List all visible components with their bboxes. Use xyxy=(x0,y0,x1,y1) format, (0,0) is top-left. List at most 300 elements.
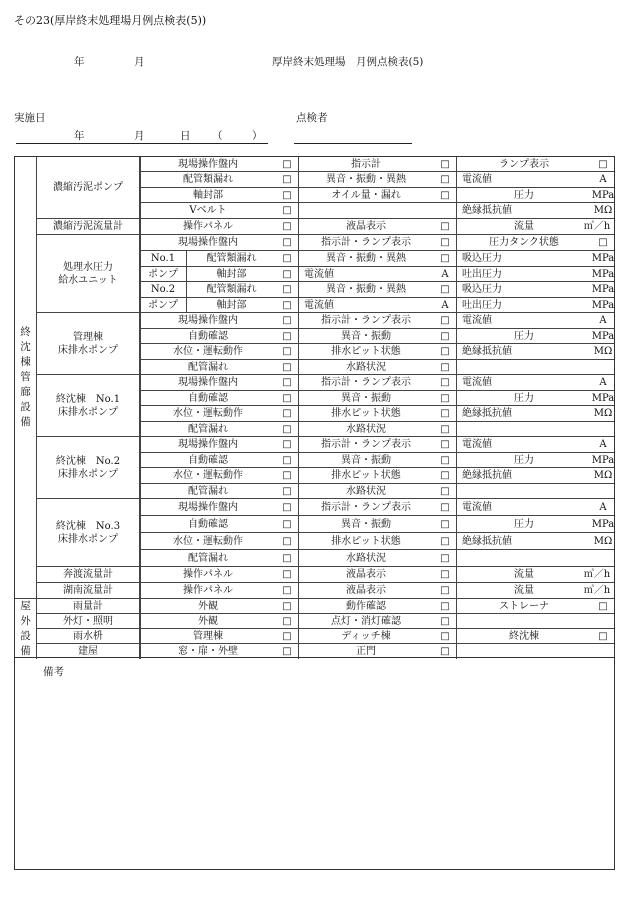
checkbox[interactable]: □ xyxy=(440,158,450,170)
item-label: 点灯・消灯確認 xyxy=(331,615,401,627)
checkbox[interactable]: □ xyxy=(440,392,450,404)
check-item xyxy=(140,614,298,629)
value-item xyxy=(298,267,456,282)
item-label: 水位・運転動作 xyxy=(173,470,243,481)
item-label: 排水ピット状態 xyxy=(331,535,401,547)
checkbox[interactable]: □ xyxy=(440,315,450,326)
unit-label: A xyxy=(599,174,607,185)
value-item xyxy=(456,267,614,282)
checkbox[interactable]: □ xyxy=(282,189,292,201)
checkbox[interactable]: □ xyxy=(440,221,450,232)
unit-label: A xyxy=(599,377,607,388)
checkbox[interactable]: □ xyxy=(440,408,450,419)
checkbox[interactable]: □ xyxy=(282,501,292,513)
item-label: 液晶表示 xyxy=(346,569,386,580)
check-item xyxy=(298,282,456,298)
remarks-label: 備考 xyxy=(43,666,64,678)
item-label: 水路状況 xyxy=(346,361,386,373)
checkbox[interactable]: □ xyxy=(440,630,450,642)
unit-label: MPa xyxy=(591,518,614,530)
check-item xyxy=(298,344,456,360)
equip-water-supply-unit xyxy=(37,235,140,313)
unit-label: MPa xyxy=(591,299,614,311)
checkbox[interactable]: □ xyxy=(282,454,292,466)
group-char: 屋 xyxy=(20,600,31,612)
equip-outdoor-lighting: 外灯・照明 xyxy=(37,614,140,629)
impl-month-label: 月 xyxy=(134,130,145,142)
checkbox[interactable]: □ xyxy=(440,423,450,435)
checkbox[interactable]: □ xyxy=(282,253,292,264)
value-item xyxy=(456,437,614,453)
blank-item xyxy=(456,422,614,437)
checkbox[interactable]: □ xyxy=(282,158,292,170)
item-label: 水位・運転動作 xyxy=(173,535,243,547)
item-label: 指示計・ランプ表示 xyxy=(321,501,411,513)
item-label: 軸封部 xyxy=(216,299,247,311)
unit-label: MΩ xyxy=(593,535,613,547)
equip-line: 床排水ポンプ xyxy=(58,406,118,418)
check-item xyxy=(456,235,614,251)
value-item xyxy=(456,516,614,533)
checkbox[interactable]: □ xyxy=(440,330,450,342)
item-label: 絶縁抵抗値 xyxy=(462,205,512,216)
checkbox[interactable]: □ xyxy=(282,299,292,311)
checkbox[interactable]: □ xyxy=(282,237,292,248)
group-char: 終 xyxy=(20,326,31,338)
check-item xyxy=(298,422,456,437)
checkbox[interactable]: □ xyxy=(282,646,292,657)
value-item xyxy=(456,344,614,360)
item-label: 液晶表示 xyxy=(346,585,386,596)
unit-label: ㎥／h xyxy=(583,569,611,580)
check-item xyxy=(140,344,298,360)
check-item xyxy=(140,550,298,567)
impl-date-underline xyxy=(16,143,268,144)
item-label: 外観 xyxy=(198,615,218,627)
checkbox[interactable]: □ xyxy=(440,552,450,564)
item-label: 絶縁抵抗値 xyxy=(462,346,512,357)
check-item xyxy=(140,157,298,172)
item-label: 指示計・ランプ表示 xyxy=(321,377,411,388)
value-item xyxy=(456,251,614,267)
checkbox[interactable]: □ xyxy=(282,585,292,596)
checkbox[interactable]: □ xyxy=(282,361,292,373)
checkbox[interactable]: □ xyxy=(440,585,450,596)
checkbox[interactable]: □ xyxy=(282,569,292,580)
value-item xyxy=(456,499,614,516)
item-label: 軸封部 xyxy=(193,189,223,201)
check-item xyxy=(140,235,298,251)
unit-label: MPa xyxy=(591,268,614,280)
item-label: Vベルト xyxy=(189,205,227,216)
check-item xyxy=(298,251,456,267)
item-label: 水路状況 xyxy=(346,423,386,435)
item-label: 異音・振動 xyxy=(341,454,391,466)
equip-line: 終沈棟 No.2 xyxy=(55,455,121,467)
check-item xyxy=(298,533,456,550)
check-item xyxy=(298,313,456,329)
checkbox[interactable]: □ xyxy=(440,361,450,373)
item-label: ランプ表示 xyxy=(499,158,549,170)
checkbox[interactable]: □ xyxy=(282,485,292,497)
item-label: 電流値 xyxy=(462,501,492,513)
checkbox[interactable]: □ xyxy=(282,284,292,295)
item-label: 吸込圧力 xyxy=(462,284,502,295)
value-item xyxy=(456,298,614,313)
blank-item xyxy=(456,614,614,629)
item-label: 指示計・ランプ表示 xyxy=(321,315,411,326)
checkbox[interactable]: □ xyxy=(282,470,292,481)
check-item xyxy=(140,499,298,516)
item-label: 外観 xyxy=(198,600,218,612)
check-item xyxy=(298,437,456,453)
checkbox[interactable]: □ xyxy=(282,615,292,627)
group-char: 廊 xyxy=(20,386,31,398)
item-label: 異音・振動 xyxy=(341,392,391,404)
unit-label: A xyxy=(441,299,449,311)
check-item xyxy=(298,499,456,516)
value-item xyxy=(456,583,614,599)
checkbox[interactable]: □ xyxy=(598,600,608,612)
check-item xyxy=(298,375,456,391)
item-label: 圧力 xyxy=(514,518,534,530)
checkbox[interactable]: □ xyxy=(282,174,292,185)
item-label: 配管漏れ xyxy=(188,485,228,497)
value-item xyxy=(456,219,614,235)
group-char: 沈 xyxy=(20,341,31,353)
implementation-date-label: 実施日 xyxy=(14,112,46,124)
check-item xyxy=(298,360,456,375)
check-item xyxy=(298,391,456,406)
check-item xyxy=(298,188,456,203)
checkbox[interactable]: □ xyxy=(282,600,292,612)
item-label: 排水ピット状態 xyxy=(331,470,401,481)
blank-item xyxy=(298,203,456,219)
checkbox[interactable]: □ xyxy=(440,439,450,450)
item-label: 流量 xyxy=(514,221,534,232)
checkbox[interactable]: □ xyxy=(282,630,292,642)
check-item xyxy=(456,599,614,614)
check-item xyxy=(298,516,456,533)
check-item xyxy=(140,629,298,644)
equip-line: 終沈棟 No.3 xyxy=(55,520,121,532)
unit-label: A xyxy=(599,439,607,450)
check-item xyxy=(140,219,298,235)
item-label: 吸込圧力 xyxy=(462,253,502,264)
item-label: 水路状況 xyxy=(346,552,386,564)
item-label: 指示計・ランプ表示 xyxy=(321,439,411,450)
check-item xyxy=(140,360,298,375)
check-item xyxy=(140,422,298,437)
item-label: 操作パネル xyxy=(183,585,233,596)
checkbox[interactable]: □ xyxy=(440,237,450,248)
item-label: 排水ピット状態 xyxy=(331,408,401,419)
check-item xyxy=(456,629,614,644)
unit-label: A xyxy=(441,268,449,280)
checkbox[interactable]: □ xyxy=(598,630,608,642)
item-label: 操作パネル xyxy=(183,221,233,232)
check-item xyxy=(140,516,298,533)
item-label: 圧力タンク状態 xyxy=(489,237,559,248)
item-label: ストレーナ xyxy=(499,600,549,612)
item-label: 吐出圧力 xyxy=(462,268,502,280)
value-item xyxy=(456,172,614,188)
item-label: 配管類漏れ xyxy=(183,174,233,185)
check-item xyxy=(140,313,298,329)
check-item xyxy=(140,484,298,499)
checkbox[interactable]: □ xyxy=(282,377,292,388)
group-char: 備 xyxy=(20,416,31,428)
checkbox[interactable]: □ xyxy=(440,485,450,497)
checkbox[interactable]: □ xyxy=(440,470,450,481)
remarks-box[interactable] xyxy=(14,657,615,870)
item-label: 配管類漏れ xyxy=(206,284,257,295)
checkbox[interactable]: □ xyxy=(282,408,292,419)
checkbox[interactable]: □ xyxy=(598,237,608,248)
sub-no2: No.2 xyxy=(140,282,187,298)
checkbox[interactable]: □ xyxy=(282,221,292,232)
value-item xyxy=(456,406,614,422)
unit-label: MPa xyxy=(591,253,614,264)
item-label: 絶縁抵抗値 xyxy=(462,408,512,419)
checkbox[interactable]: □ xyxy=(440,646,450,657)
check-item xyxy=(298,406,456,422)
item-label: 異音・振動 xyxy=(341,330,391,342)
item-label: 電流値 xyxy=(304,268,334,280)
equip-line: 管理棟 xyxy=(73,331,103,343)
check-item xyxy=(140,329,298,344)
sub-pump-2: ポンプ xyxy=(140,298,187,313)
check-item xyxy=(140,468,298,484)
inspector-label: 点検者 xyxy=(296,112,328,124)
date-month-label: 月 xyxy=(134,56,145,68)
unit-label: MΩ xyxy=(593,346,613,357)
impl-day-label: 日 xyxy=(180,130,191,142)
item-label: 現場操作盤内 xyxy=(178,315,238,326)
value-item xyxy=(456,468,614,484)
sub-no1: No.1 xyxy=(140,251,187,267)
equip-t3-drain-pump xyxy=(37,499,140,567)
item-label: 指示計 xyxy=(351,158,381,170)
item-label: 異音・振動 xyxy=(341,518,391,530)
item-label: 配管漏れ xyxy=(188,361,228,373)
check-item xyxy=(140,172,298,188)
item-label: 窓・扉・外壁 xyxy=(178,646,238,657)
item-label: 自動確認 xyxy=(188,518,228,530)
impl-paren-close: ） xyxy=(252,130,263,142)
check-item xyxy=(140,203,298,219)
check-item xyxy=(298,329,456,344)
check-item xyxy=(140,406,298,422)
item-label: 絶縁抵抗値 xyxy=(462,470,512,481)
checkbox[interactable]: □ xyxy=(282,552,292,564)
checkbox[interactable]: □ xyxy=(440,600,450,612)
item-label: 吐出圧力 xyxy=(462,299,502,311)
item-label: 正門 xyxy=(356,646,376,657)
check-item xyxy=(298,235,456,251)
checkbox[interactable]: □ xyxy=(282,535,292,547)
check-item xyxy=(298,614,456,629)
sub-pump-1: ポンプ xyxy=(140,267,187,282)
checkbox[interactable]: □ xyxy=(440,377,450,388)
unit-label: MPa xyxy=(591,284,614,295)
checkbox[interactable]: □ xyxy=(598,158,608,170)
checkbox[interactable]: □ xyxy=(282,439,292,450)
item-label: 自動確認 xyxy=(188,392,228,404)
check-item xyxy=(140,599,298,614)
group-char: 棟 xyxy=(20,356,31,368)
item-label: 現場操作盤内 xyxy=(178,237,238,248)
unit-label: MΩ xyxy=(593,205,613,216)
value-item xyxy=(298,298,456,313)
checkbox[interactable]: □ xyxy=(282,346,292,357)
value-item xyxy=(456,453,614,468)
equip-rain-gauge: 雨量計 xyxy=(37,599,140,614)
item-label: 異音・振動・異熱 xyxy=(326,174,406,185)
checkbox[interactable]: □ xyxy=(440,615,450,627)
check-item xyxy=(298,599,456,614)
checkbox[interactable]: □ xyxy=(282,392,292,404)
equip-line: 床排水ポンプ xyxy=(58,533,118,545)
value-item xyxy=(456,567,614,583)
checkbox[interactable]: □ xyxy=(440,535,450,547)
equip-mgmt-drain-pump xyxy=(37,313,140,375)
group-char: 管 xyxy=(20,371,31,383)
item-label: 絶縁抵抗値 xyxy=(462,535,512,547)
date-year-label: 年 xyxy=(74,56,85,68)
checkbox[interactable]: □ xyxy=(440,569,450,580)
checkbox[interactable]: □ xyxy=(440,284,450,295)
unit-label: ㎥／h xyxy=(583,221,611,232)
equip-rain-pit: 雨水枡 xyxy=(37,629,140,644)
unit-label: MPa xyxy=(591,454,614,466)
unit-label: ㎥／h xyxy=(583,585,611,596)
item-label: ディッチ棟 xyxy=(341,630,391,642)
check-item xyxy=(298,468,456,484)
unit-label: A xyxy=(599,315,607,326)
check-item xyxy=(140,391,298,406)
check-item xyxy=(456,157,614,172)
item-label: 配管類漏れ xyxy=(206,253,257,264)
checkbox[interactable]: □ xyxy=(440,454,450,466)
check-item xyxy=(187,267,298,282)
checkbox[interactable]: □ xyxy=(440,501,450,513)
check-item xyxy=(298,219,456,235)
item-label: 圧力 xyxy=(514,392,534,404)
check-item xyxy=(187,282,298,298)
item-label: 液晶表示 xyxy=(346,221,386,232)
checkbox[interactable]: □ xyxy=(440,346,450,357)
checkbox[interactable]: □ xyxy=(282,518,292,530)
item-label: 排水ピット状態 xyxy=(331,346,401,357)
group-char: 設 xyxy=(20,630,31,642)
group-terminal-facility xyxy=(15,157,37,599)
item-label: 管理棟 xyxy=(193,630,223,642)
check-item xyxy=(140,567,298,583)
check-item xyxy=(140,583,298,599)
item-label: 電流値 xyxy=(462,315,492,326)
unit-label: MΩ xyxy=(593,470,613,481)
equip-line: 終沈棟 No.1 xyxy=(55,393,121,405)
value-item xyxy=(456,329,614,344)
equip-line: 処理水圧力 xyxy=(63,261,113,273)
inspection-table xyxy=(14,156,615,658)
item-label: 終沈棟 xyxy=(509,630,539,642)
check-item xyxy=(298,629,456,644)
item-label: 操作パネル xyxy=(183,569,233,580)
check-item xyxy=(187,251,298,267)
check-item xyxy=(140,375,298,391)
item-label: 現場操作盤内 xyxy=(178,501,238,513)
item-label: 指示計・ランプ表示 xyxy=(321,237,411,248)
unit-label: MPa xyxy=(591,189,614,201)
item-label: 配管漏れ xyxy=(188,423,228,435)
equip-hondo-flowmeter: 奔渡流量計 xyxy=(37,567,140,583)
checkbox[interactable]: □ xyxy=(440,518,450,530)
equip-konan-flowmeter: 湖南流量計 xyxy=(37,583,140,599)
checkbox[interactable]: □ xyxy=(282,268,292,280)
value-item xyxy=(456,203,614,219)
item-label: 圧力 xyxy=(514,189,534,201)
unit-label: MPa xyxy=(591,392,614,404)
checkbox[interactable]: □ xyxy=(440,189,450,201)
checkbox[interactable]: □ xyxy=(282,315,292,326)
checkbox[interactable]: □ xyxy=(282,205,292,216)
check-item xyxy=(298,157,456,172)
impl-paren-open: （ xyxy=(212,130,223,142)
equip-line: 給水ユニット xyxy=(58,274,118,286)
item-label: 軸封部 xyxy=(216,268,247,280)
item-label: 異音・振動・異熱 xyxy=(326,284,406,295)
item-label: 電流値 xyxy=(462,377,492,388)
group-char: 備 xyxy=(20,645,31,657)
check-item xyxy=(298,583,456,599)
page-header: その23(厚岸終末処理場月例点検表(5)) xyxy=(14,14,207,27)
item-label: 圧力 xyxy=(514,454,534,466)
item-label: 配管漏れ xyxy=(188,552,228,564)
item-label: 現場操作盤内 xyxy=(178,439,238,450)
checkbox[interactable]: □ xyxy=(440,174,450,185)
check-item xyxy=(298,484,456,499)
document-title: 厚岸終末処理場 月例点検表(5) xyxy=(272,56,424,68)
unit-label: A xyxy=(599,501,607,513)
group-outdoor-facility xyxy=(15,599,37,659)
value-item xyxy=(456,282,614,298)
check-item xyxy=(187,298,298,313)
equip-building: 建屋 xyxy=(37,644,140,659)
blank-item xyxy=(456,360,614,375)
value-item xyxy=(456,375,614,391)
checkbox[interactable]: □ xyxy=(282,423,292,435)
item-label: 現場操作盤内 xyxy=(178,377,238,388)
equip-line: 床排水ポンプ xyxy=(58,468,118,480)
check-item xyxy=(298,567,456,583)
inspector-underline xyxy=(294,143,412,144)
item-label: 自動確認 xyxy=(188,454,228,466)
item-label: 電流値 xyxy=(462,174,492,185)
check-item xyxy=(298,550,456,567)
check-item xyxy=(140,533,298,550)
value-item xyxy=(456,533,614,550)
blank-item xyxy=(456,484,614,499)
check-item xyxy=(298,453,456,468)
value-item xyxy=(456,313,614,329)
checkbox[interactable]: □ xyxy=(282,330,292,342)
checkbox[interactable]: □ xyxy=(440,253,450,264)
group-char: 外 xyxy=(20,615,31,627)
impl-year-label: 年 xyxy=(74,130,85,142)
item-label: オイル量・漏れ xyxy=(331,189,401,201)
